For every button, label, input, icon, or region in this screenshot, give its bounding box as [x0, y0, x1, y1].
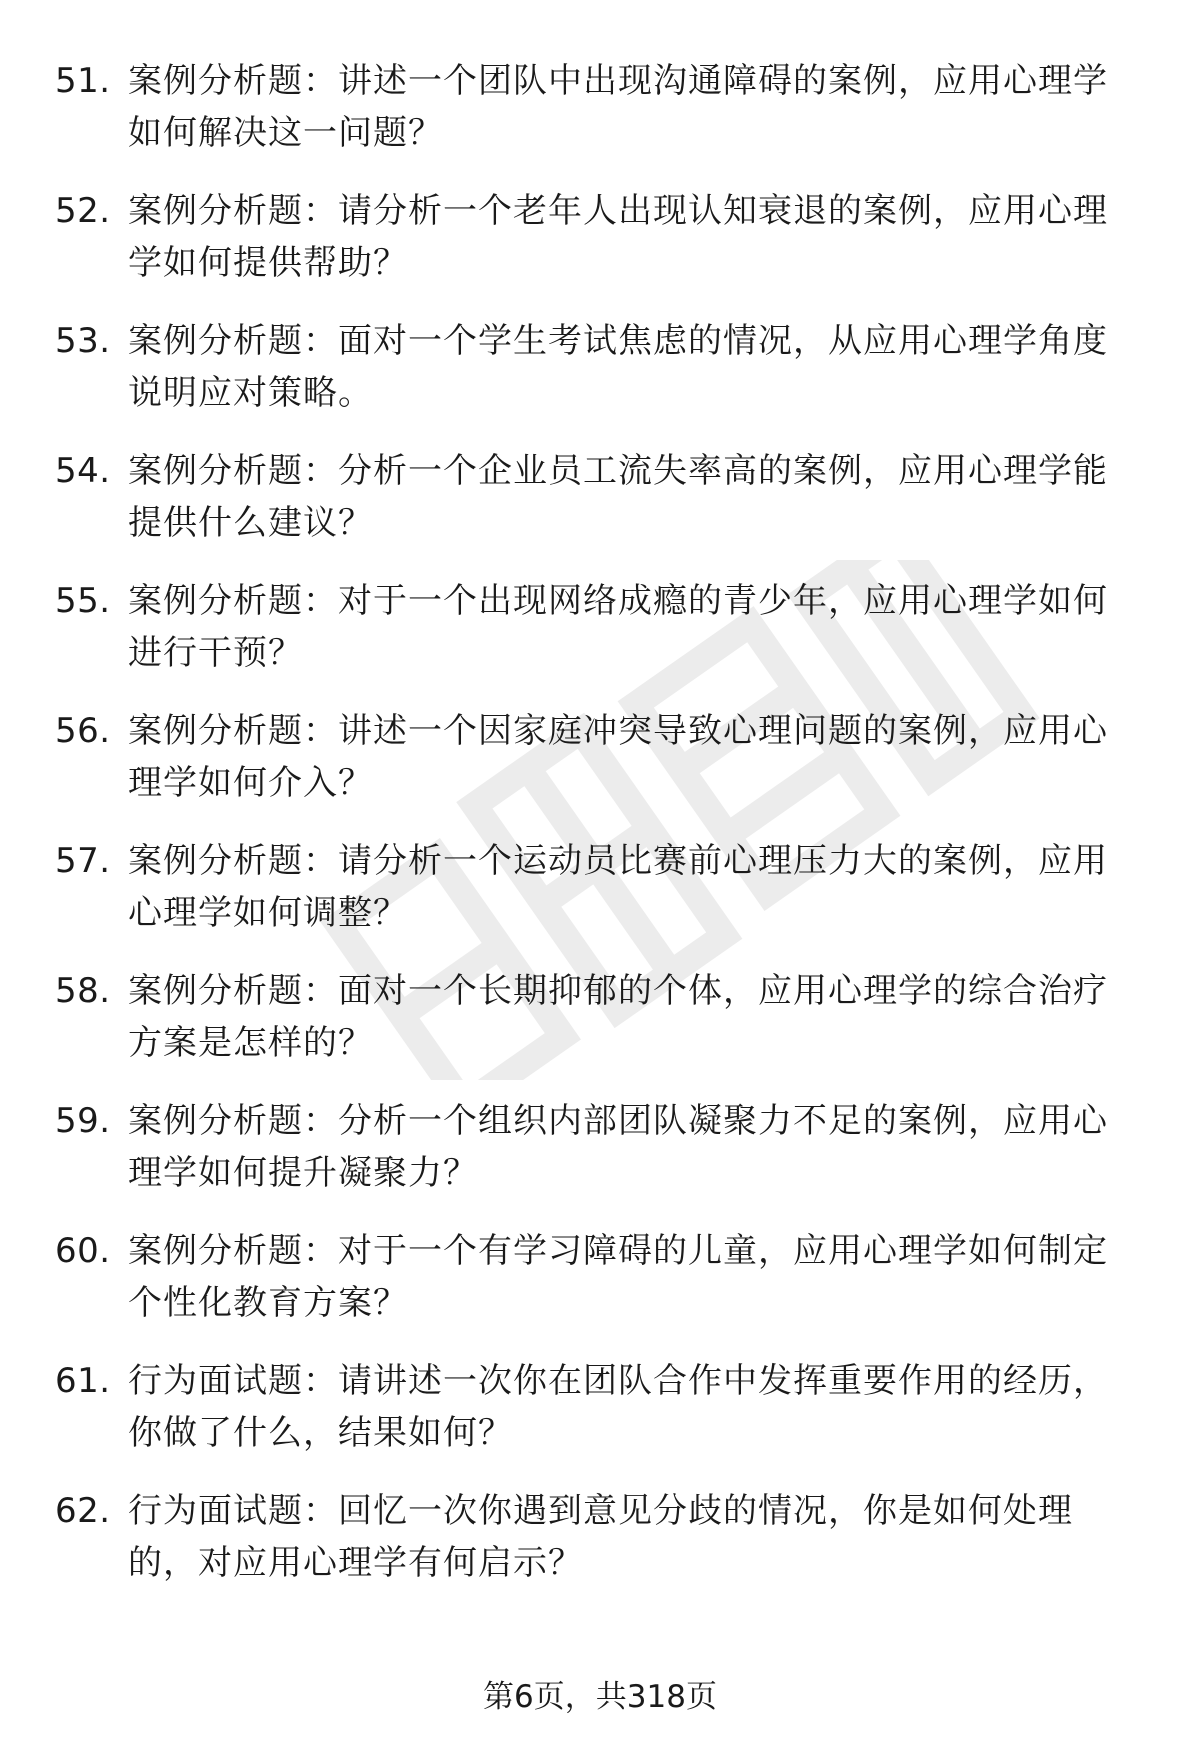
- question-number: 55.: [55, 581, 111, 621]
- question-text: 案例分析题：请分析一个老年人出现认知衰退的案例，应用心理学如何提供帮助？: [128, 191, 1108, 283]
- question-text: 案例分析题：请分析一个运动员比赛前心理压力大的案例，应用心理学如何调整？: [128, 841, 1108, 933]
- question-number: 51.: [55, 61, 111, 101]
- question-item: [0, 1095, 1200, 1225]
- question-text: 案例分析题：对于一个有学习障碍的儿童，应用心理学如何制定个性化教育方案？: [128, 1231, 1108, 1323]
- question-item: [0, 185, 1200, 315]
- page-footer: 第6页，共318页: [483, 1679, 717, 1715]
- question-number: 53.: [55, 321, 111, 361]
- question-number: 52.: [55, 191, 111, 231]
- question-item: [0, 1485, 1200, 1615]
- question-item: [0, 835, 1200, 965]
- question-number: 56.: [55, 711, 111, 751]
- question-item: [0, 705, 1200, 835]
- question-text: 案例分析题：面对一个学生考试焦虑的情况，从应用心理学角度说明应对策略。: [128, 321, 1108, 413]
- question-item: [0, 1225, 1200, 1355]
- question-item: [0, 575, 1200, 705]
- question-number: 57.: [55, 841, 111, 881]
- question-text: 行为面试题：请讲述一次你在团队合作中发挥重要作用的经历，你做了什么，结果如何？: [128, 1361, 1108, 1453]
- question-text: 案例分析题：讲述一个团队中出现沟通障碍的案例，应用心理学如何解决这一问题？: [128, 61, 1108, 153]
- question-number: 58.: [55, 971, 111, 1011]
- question-number: 62.: [55, 1491, 111, 1531]
- question-item: [0, 315, 1200, 445]
- question-text: 案例分析题：讲述一个因家庭冲突导致心理问题的案例，应用心理学如何介入？: [128, 711, 1108, 803]
- question-item: [0, 445, 1200, 575]
- question-number: 59.: [55, 1101, 111, 1141]
- question-item: [0, 55, 1200, 185]
- question-number: 60.: [55, 1231, 111, 1271]
- question-item: [0, 1355, 1200, 1485]
- question-number: 61.: [55, 1361, 111, 1401]
- question-text: 案例分析题：对于一个出现网络成瘾的青少年，应用心理学如何进行干预？: [128, 581, 1108, 673]
- question-number: 54.: [55, 451, 111, 491]
- question-text: 案例分析题：面对一个长期抑郁的个体，应用心理学的综合治疗方案是怎样的？: [128, 971, 1108, 1063]
- question-text: 案例分析题：分析一个组织内部团队凝聚力不足的案例，应用心理学如何提升凝聚力？: [128, 1101, 1108, 1193]
- question-item: [0, 965, 1200, 1095]
- question-text: 案例分析题：分析一个企业员工流失率高的案例，应用心理学能提供什么建议？: [128, 451, 1108, 543]
- question-text: 行为面试题：回忆一次你遇到意见分歧的情况，你是如何处理的，对应用心理学有何启示？: [128, 1491, 1073, 1583]
- question-list: [0, 55, 1200, 1615]
